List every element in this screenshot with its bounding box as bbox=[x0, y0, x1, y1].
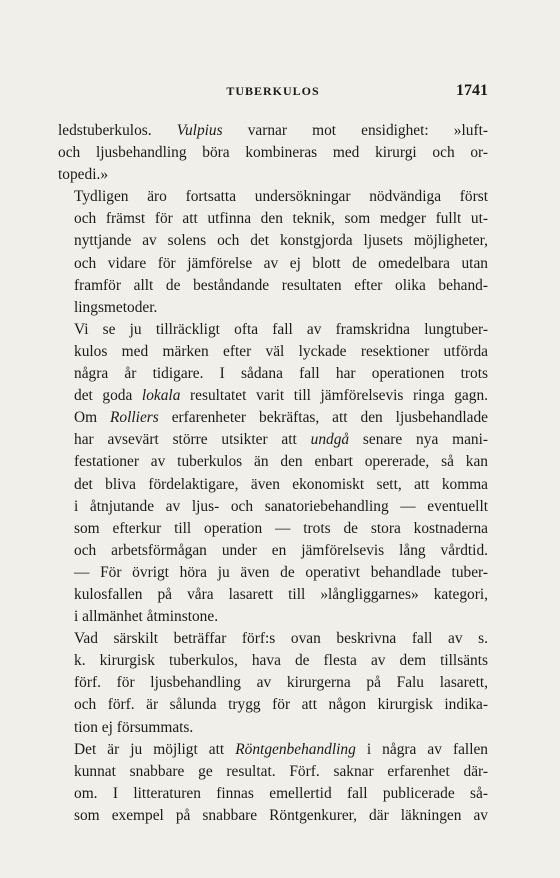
text-line: det goda lokala resultatet varit till jämförelsevis ringa gagn. bbox=[74, 387, 488, 405]
text-line: nyttjande av solens och det konstgjorda ljusets möjligheter, bbox=[74, 232, 488, 250]
paragraph-1 bbox=[58, 120, 488, 186]
text-line: kulosfallen på våra lasarett till »långliggarnes» kategori, bbox=[74, 585, 488, 603]
text-line: k. kirurgisk tuberkulos, hava de flesta av dem tillsänts bbox=[74, 652, 488, 670]
page-number: 1741 bbox=[456, 82, 488, 99]
text-line: som efterkur till operation — trots de stora kostnaderna bbox=[74, 519, 488, 537]
text-line: Vad särskilt beträffar förf:s ovan beskrivna fall av s. bbox=[74, 630, 488, 648]
text-line: och främst för att utfinna den teknik, som medger fullt ut- bbox=[74, 210, 488, 228]
text-line: festationer av tuberkulos än den enbart opererade, så kan bbox=[74, 453, 488, 471]
text-line: Tydligen äro fortsatta undersökningar nödvändiga först bbox=[74, 188, 488, 206]
page-header bbox=[58, 84, 488, 106]
text-line: kulos med märken efter väl lyckade resektioner utförda bbox=[74, 342, 488, 360]
text-line: har avsevärt större utsikter att undgå senare nya mani- bbox=[74, 431, 488, 449]
text-line: lingsmetoder. bbox=[74, 298, 158, 316]
text-line: Det är ju möjligt att Röntgenbehandling i några av fallen bbox=[74, 740, 489, 758]
text-line: topedi.» bbox=[58, 166, 109, 184]
text-line: och vidare för jämförelse av ej blott de omedelbara utan bbox=[74, 254, 488, 272]
text-line: det bliva fördelaktigare, även ekonomiskt sett, att komma bbox=[74, 475, 488, 493]
text-line: och ljusbehandling böra kombineras med kirurgi och or- bbox=[58, 144, 488, 162]
paragraph-2 bbox=[58, 186, 488, 319]
text-line: om. I litteraturen finnas emellertid fall publicerade så- bbox=[74, 784, 488, 802]
paragraph-3 bbox=[58, 319, 488, 628]
running-head: TUBERKULOS bbox=[226, 84, 320, 98]
text-line: ledstuberkulos. Vulpius varnar mot ensidighet: »luft- bbox=[58, 122, 488, 139]
text-line: några år tidigare. I sådana fall har operationen trots bbox=[74, 365, 488, 383]
body-text bbox=[58, 120, 488, 827]
text-line: förf. för ljusbehandling av kirurgerna på Falu lasarett, bbox=[74, 674, 488, 692]
text-line: och arbetsförmågan under en jämförelsevis lång vårdtid. bbox=[74, 541, 488, 559]
text-line: — För övrigt höra ju även de operativt behandlade tuber- bbox=[74, 563, 488, 581]
paragraph-5 bbox=[58, 739, 488, 827]
text-line: Vi se ju tillräckligt ofta fall av framskridna lungtuber- bbox=[74, 320, 488, 338]
text-line: i åtnjutande av ljus- och sanatoriebehandling — eventuellt bbox=[74, 497, 488, 515]
text-line: framför allt de beståndande resultaten efter olika behand- bbox=[74, 276, 488, 294]
text-line: som exempel på snabbare Röntgenkurer, där läkningen av bbox=[74, 806, 488, 824]
text-line: kunnat snabbare ge resultat. Förf. saknar erfarenhet där- bbox=[74, 762, 488, 780]
text-line: Om Rolliers erfarenheter bekräftas, att den ljusbehandlade bbox=[74, 409, 488, 427]
text-line: tion ej försummats. bbox=[74, 718, 194, 736]
text-line: och förf. är sålunda trygg för att någon kirurgisk indika- bbox=[74, 696, 488, 714]
text-line: i allmänhet åtminstone. bbox=[74, 608, 219, 626]
paragraph-4 bbox=[58, 628, 488, 738]
